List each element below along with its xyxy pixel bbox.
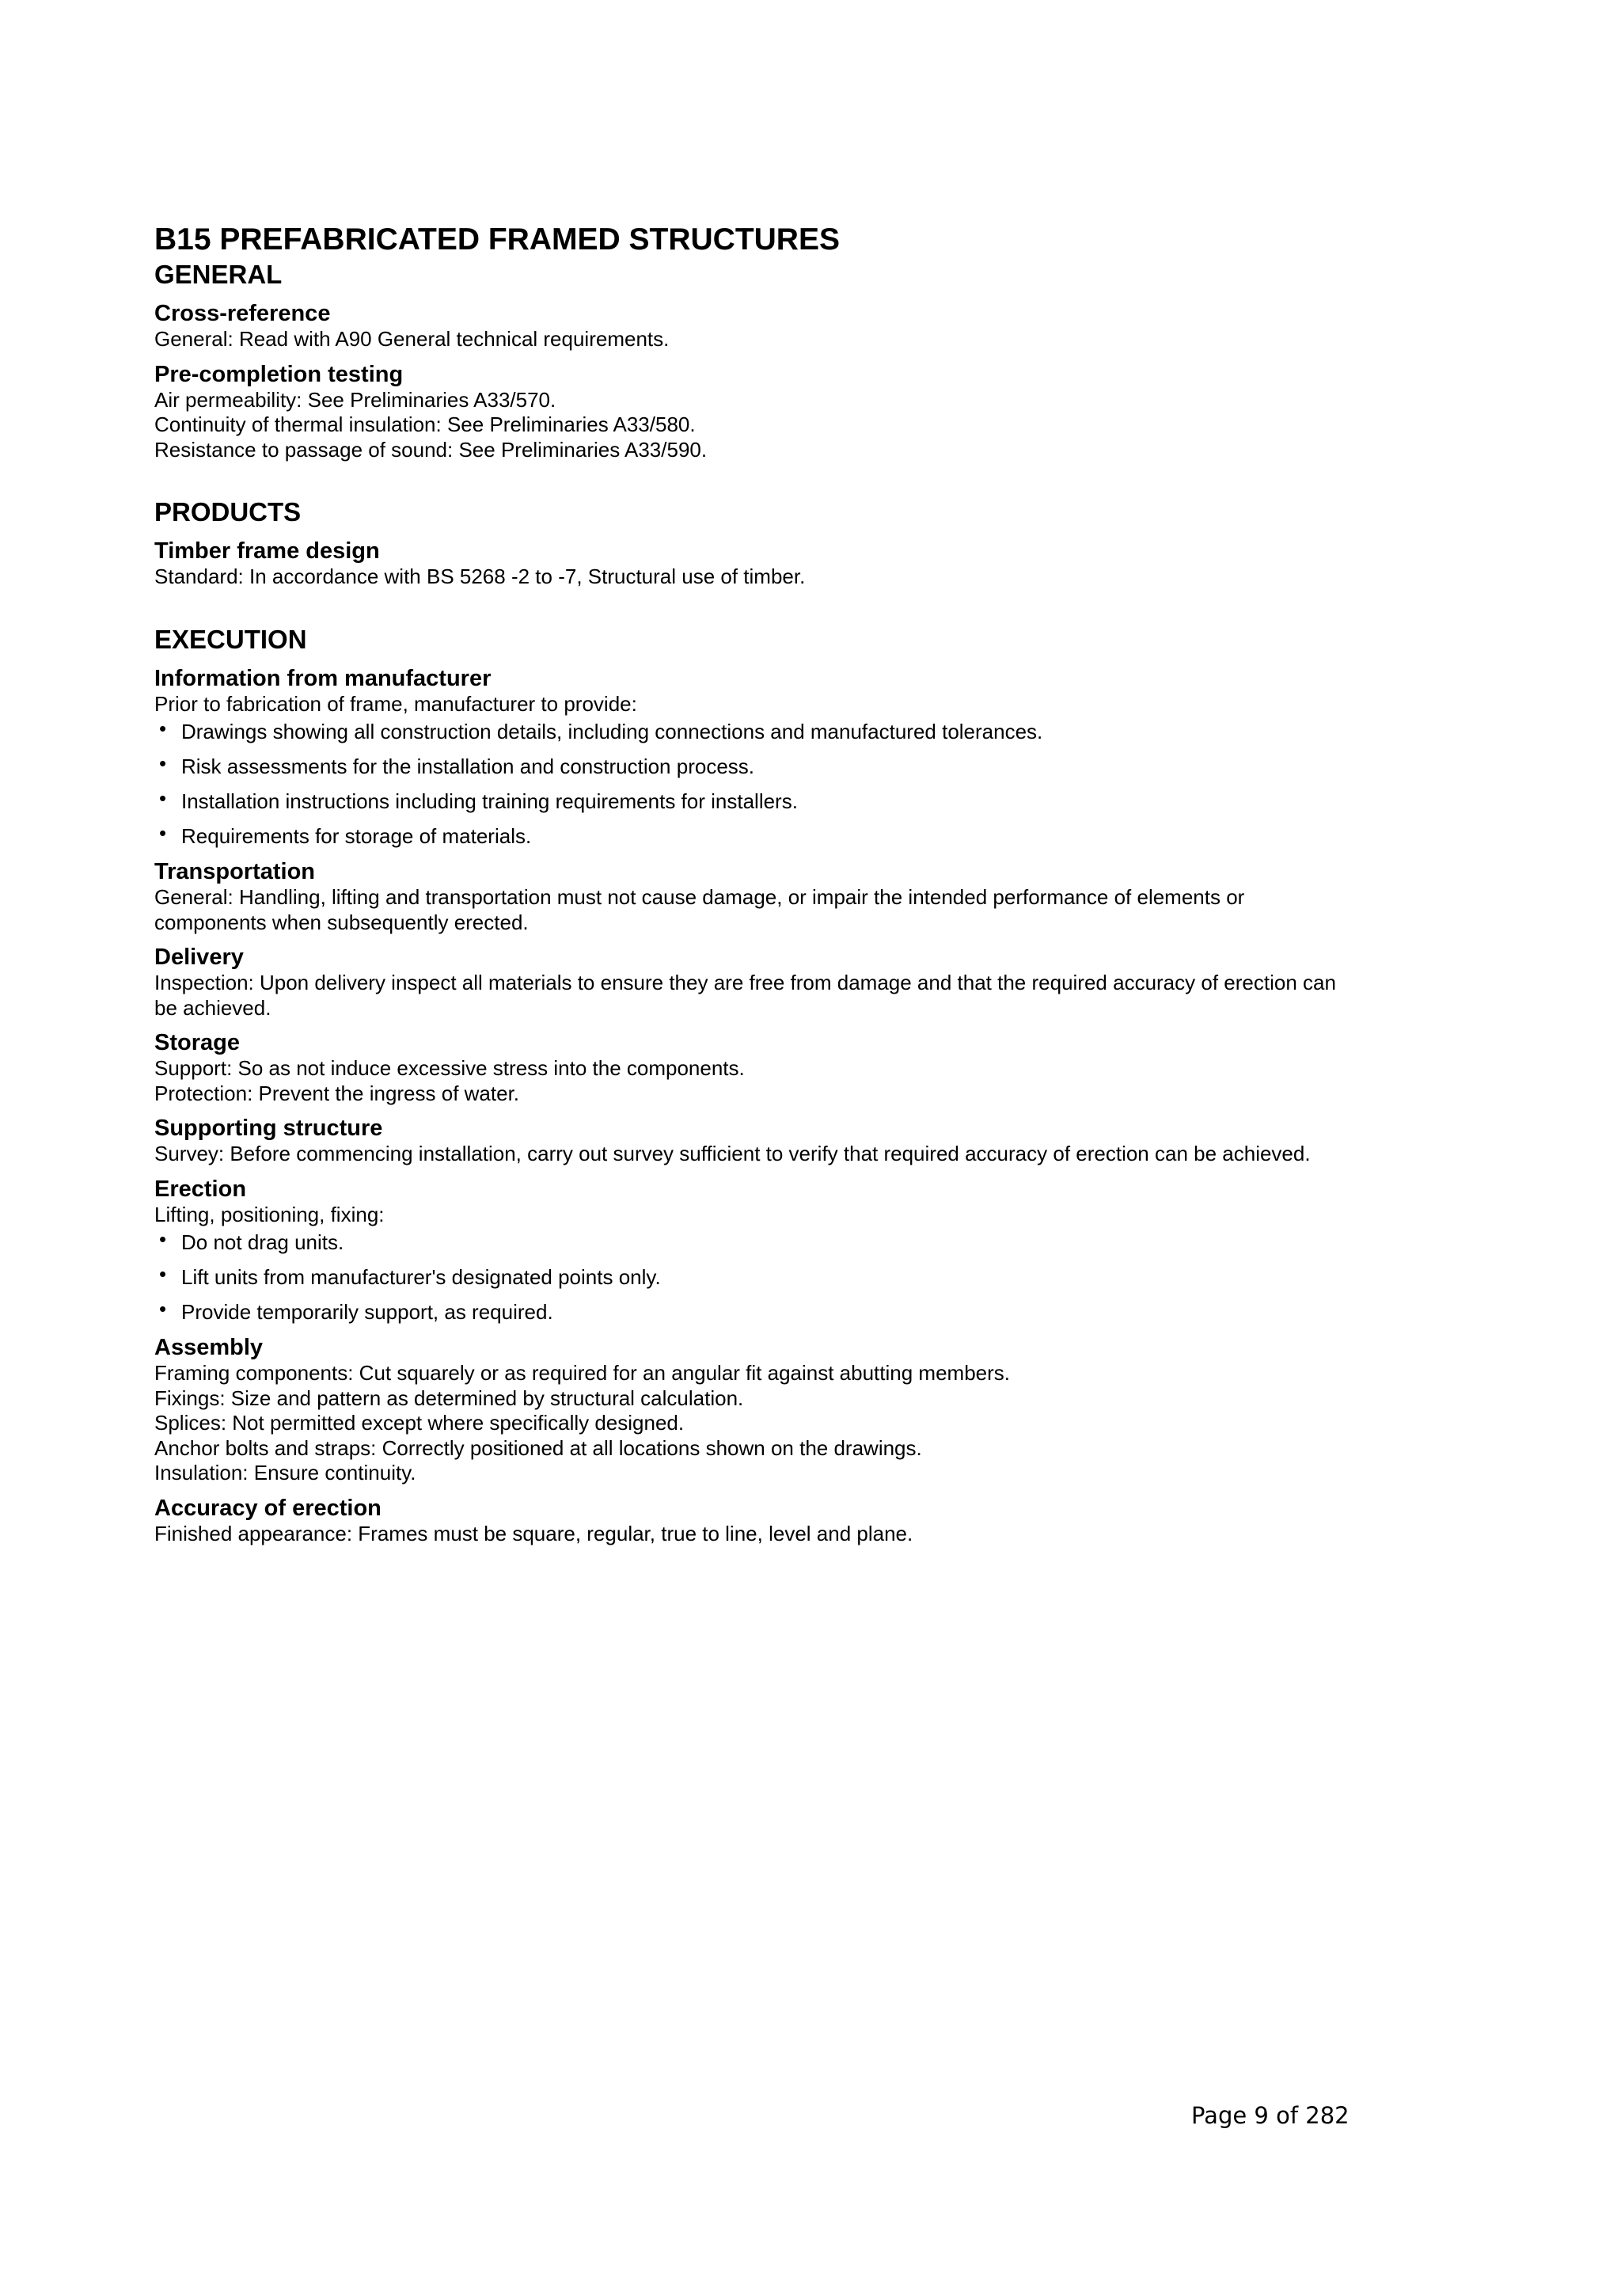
clause-text-line: Protection: Prevent the ingress of water. [154,1081,520,1105]
clause-title: Storage [154,1030,240,1055]
bullet-text: Installation instructions including training requirements for installers. [181,789,798,813]
bullet-icon: • [159,1262,167,1286]
bullet-text: Provide temporarily support, as required. [181,1300,553,1324]
clause-title: Erection [154,1176,247,1202]
bullet-icon: • [159,821,167,845]
bullet-item [154,717,1452,744]
clause-text-line: Framing components: Cut squarely or as required for an angular fit against abutting members. [154,1361,1010,1385]
clause-text-line: Splices: Not permitted except where specifically designed. [154,1411,685,1435]
bullet-item [154,1297,1452,1325]
clause-title: Assembly [154,1335,264,1360]
section-general [154,258,1452,462]
clause-title: Delivery [154,945,244,970]
bullet-icon: • [159,1227,167,1251]
clause-text-line: components when subsequently erected. [154,910,529,934]
clause-title: Accuracy of erection [154,1495,382,1521]
clause-text-line: Insulation: Ensure continuity. [154,1461,416,1484]
bullet-item [154,1262,1452,1290]
clause-text-line: Fixings: Size and pattern as determined by structural calculation. [154,1386,744,1410]
document-body [154,222,1452,1546]
clause [154,301,1452,352]
section-heading: EXECUTION [154,624,307,654]
bullet-item [154,821,1452,849]
clause-title: Pre-completion testing [154,361,404,387]
bullet-list [154,717,1452,849]
clause [154,1496,1452,1547]
bullet-item [154,786,1452,814]
clause-text-line: Continuity of thermal insulation: See Preliminaries A33/580. [154,412,696,436]
bullet-item [154,1227,1452,1255]
bullet-text: Drawings showing all construction details, including connections and manufactured tolerances. [181,720,1043,743]
clause [154,945,1452,1021]
clause-text-line: be achieved. [154,995,271,1020]
section-execution [154,623,1452,1547]
bullet-icon: • [159,786,167,810]
clause-text-line: General: Read with A90 General technical requirements. [154,327,670,351]
clause-text-line: Anchor bolts and straps: Correctly positioned at all locations shown on the drawings. [154,1435,922,1460]
bullet-icon: • [159,1297,167,1321]
clause-text-line: Finished appearance: Frames must be square, regular, true to line, level and plane. [154,1521,913,1545]
bullet-text: Requirements for storage of materials. [181,824,532,848]
bullet-list [154,1227,1452,1325]
clause-text-line: General: Handling, lifting and transportation must not cause damage, or impair the intended performance of elements or [154,885,1245,909]
clause-title: Supporting structure [154,1116,383,1141]
clause-title: Cross-reference [154,301,331,326]
clause [154,1177,1452,1325]
clause-text-line: Support: So as not induce excessive stress into the components. [154,1056,745,1080]
clause-text-line: Standard: In accordance with BS 5268 -2 to -7, Structural use of timber. [154,564,806,588]
clause [154,362,1452,463]
clause [154,1116,1452,1167]
clause [154,1335,1452,1486]
clause-text-line: Air permeability: See Preliminaries A33/570. [154,387,556,412]
page-number: Page 9 of 282 [1191,2102,1350,2129]
document-title: B15 PREFABRICATED FRAMED STRUCTURES [154,222,840,257]
clause-title: Transportation [154,859,316,884]
clause-title: Information from manufacturer [154,665,492,691]
clause-title: Timber frame design [154,538,380,564]
clause-text-line: Lifting, positioning, fixing: [154,1202,385,1226]
sections-container [154,258,1452,1546]
section-heading: GENERAL [154,260,283,289]
clause [154,859,1452,935]
clause [154,666,1452,850]
clause-text-line: Inspection: Upon delivery inspect all materials to ensure they are free from damage and that the required accuracy of erection can [154,971,1336,994]
clause [154,1030,1452,1106]
clause-text-line: Survey: Before commencing installation, carry out survey sufficient to verify that required accuracy of erection can be achieved. [154,1142,1311,1165]
clause-text-line: Resistance to passage of sound: See Preliminaries A33/590. [154,437,708,462]
section-products [154,496,1452,590]
bullet-text: Do not drag units. [181,1230,344,1254]
bullet-text: Risk assessments for the installation and construction process. [181,755,755,778]
bullet-icon: • [159,717,167,740]
bullet-item [154,751,1452,779]
clause [154,538,1452,590]
bullet-icon: • [159,751,167,775]
section-heading: PRODUCTS [154,497,302,526]
clause-text-line: Prior to fabrication of frame, manufacturer to provide: [154,691,637,716]
bullet-text: Lift units from manufacturer's designated points only. [181,1265,661,1289]
